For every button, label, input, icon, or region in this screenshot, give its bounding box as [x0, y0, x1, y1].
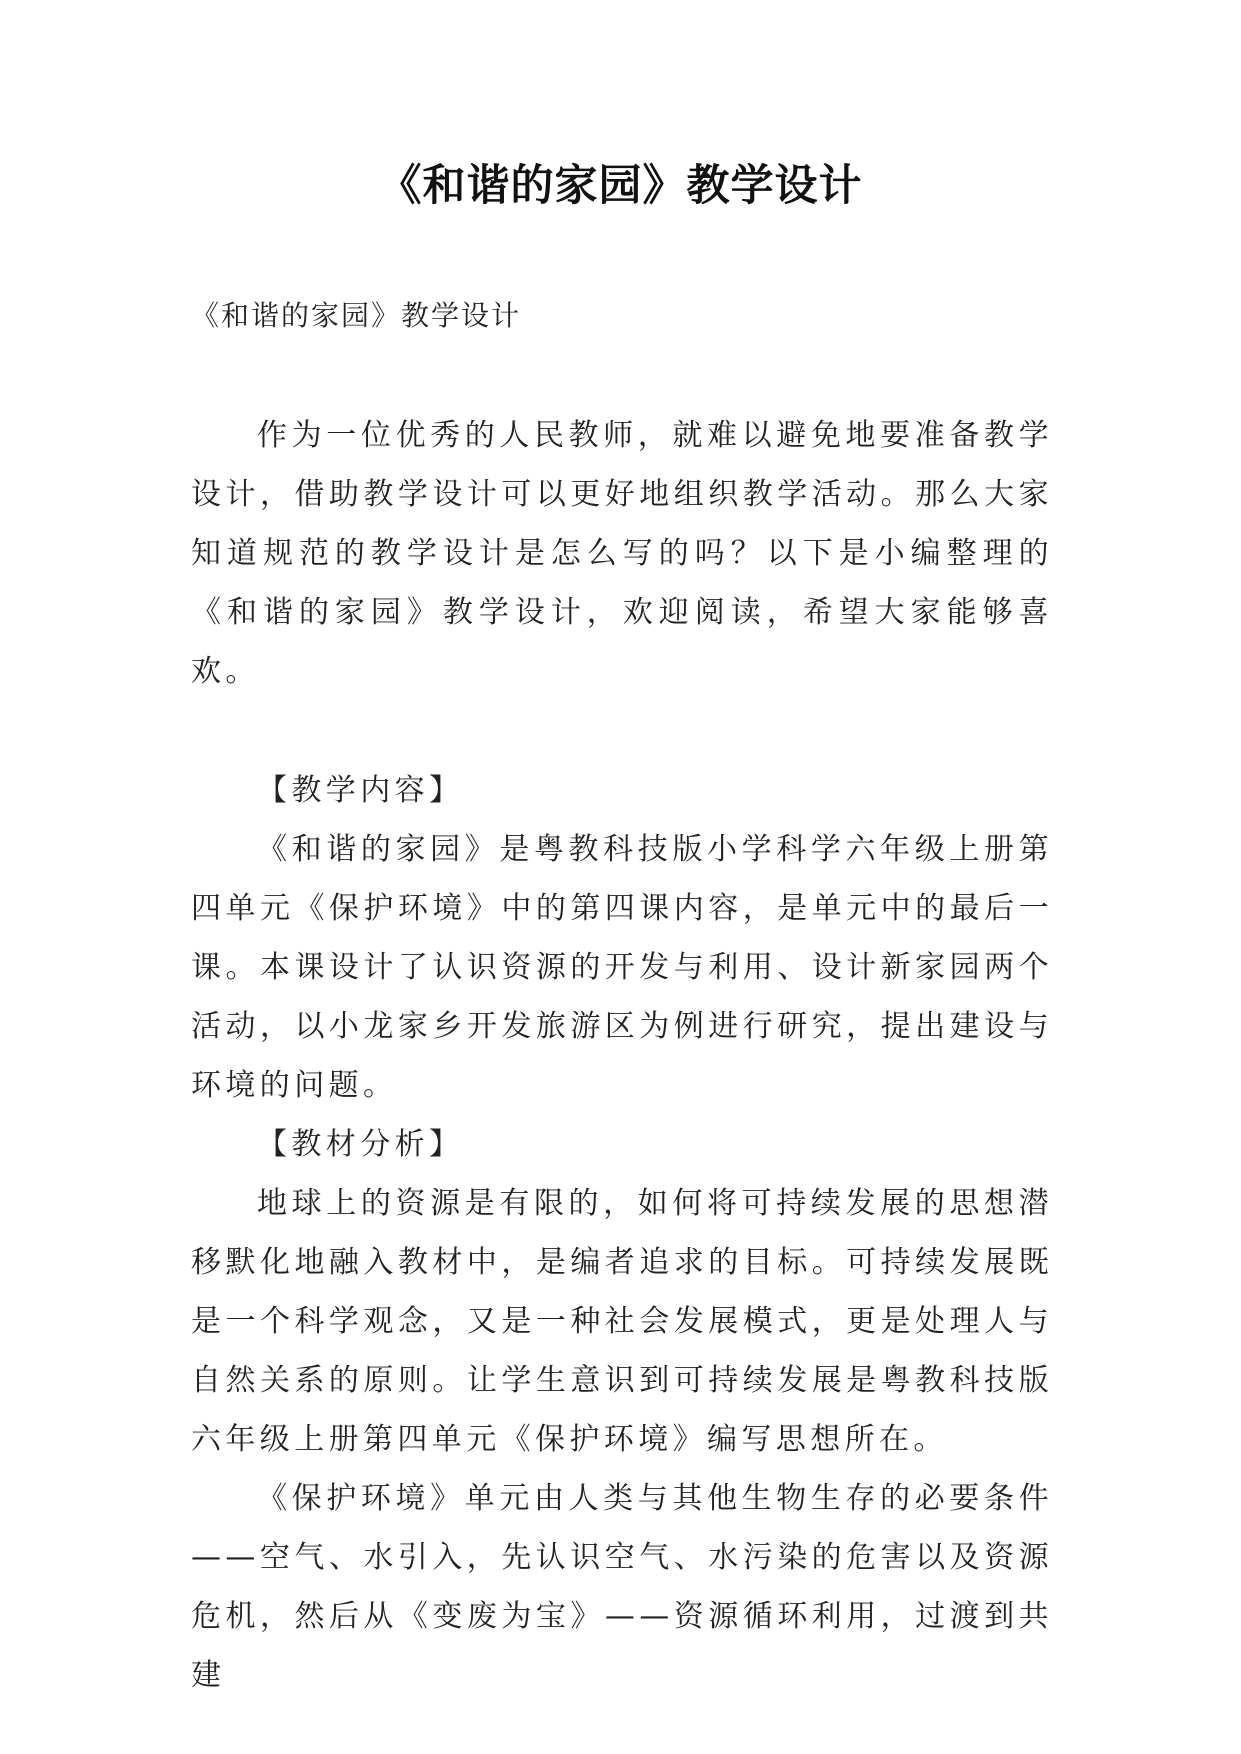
- material-analysis-paragraph-1: 地球上的资源是有限的，如何将可持续发展的思想潜移默化地融入教材中，是编者追求的目标。可持续发展既是一个科学观念，又是一种社会发展模式，更是处理人与自然关系的原则。让学生意识到可持续发展是粤教科技版六年级上册第四单元《保护环境》编写思想所在。: [191, 1186, 1053, 1457]
- section-spacer: [191, 701, 1053, 761]
- intro-paragraph: 作为一位优秀的人民教师，就难以避免地要准备教学设计，借助教学设计可以更好地组织教学活动。那么大家知道规范的教学设计是怎么写的吗？以下是小编整理的《和谐的家园》教学设计，欢迎阅读，希望大家能够喜欢。: [191, 418, 1053, 689]
- teaching-content-paragraph: 《和谐的家园》是粤教科技版小学科学六年级上册第四单元《保护环境》中的第四课内容，是单元中的最后一课。本课设计了认识资源的开发与利用、设计新家园两个活动，以小龙家乡开发旅游区为例进行研究，提出建设与环境的问题。: [191, 832, 1053, 1103]
- document-title: 《和谐的家园》教学设计: [378, 161, 863, 211]
- document-subtitle: 《和谐的家园》教学设计: [191, 299, 522, 332]
- section-heading-material-analysis: 【教材分析】: [257, 1127, 464, 1162]
- material-analysis-paragraph-2: 《保护环境》单元由人类与其他生物生存的必要条件——空气、水引入，先认识空气、水污染的危害以及资源危机，然后从《变废为宝》——资源循环利用，过渡到共建: [191, 1481, 1053, 1693]
- section-heading-teaching-content: 【教学内容】: [257, 773, 464, 808]
- document-body: [191, 406, 1053, 1705]
